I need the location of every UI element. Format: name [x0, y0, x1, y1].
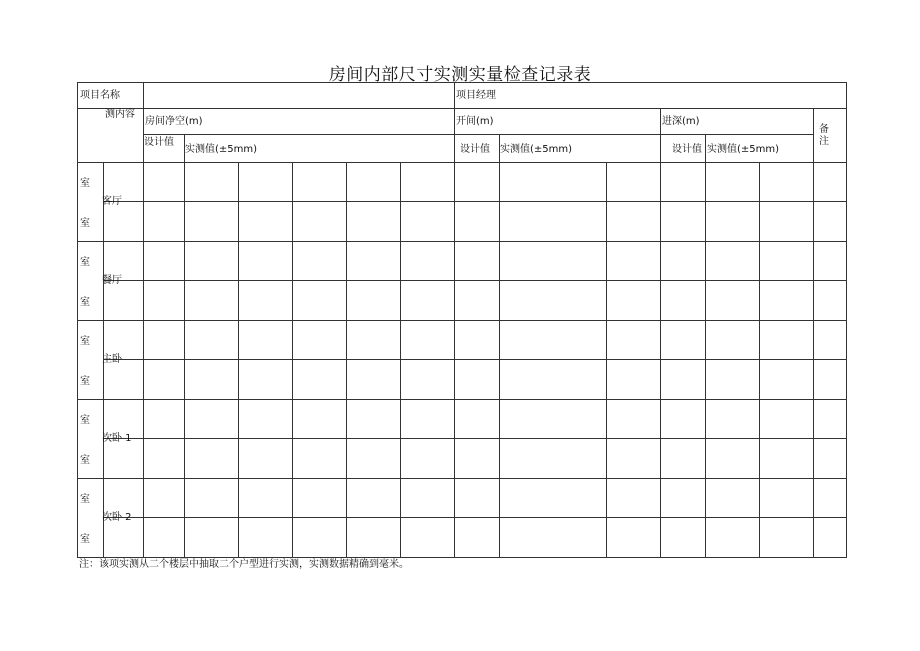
opening-width-label: 开间(m) — [456, 116, 494, 127]
room-name: 次卧 1 — [102, 433, 132, 444]
room-name: 客厅 — [102, 196, 122, 207]
inspection-table — [77, 82, 847, 558]
project-manager-label: 项目经理 — [456, 90, 496, 101]
room-marker: 室 — [80, 218, 90, 229]
room-clear-height-label: 房间净空(m) — [145, 116, 203, 127]
measured-value-label: 实测值(±5mm) — [707, 144, 780, 155]
design-value-label: 设计值 — [460, 144, 490, 155]
design-value-label: 设计值 — [144, 137, 174, 148]
room-marker: 室 — [80, 257, 90, 268]
room-marker: 室 — [80, 455, 90, 466]
measured-value-label: 实测值(±5mm) — [500, 144, 573, 155]
room-marker: 室 — [80, 178, 90, 189]
room-name: 主卧 — [102, 354, 122, 365]
room-marker: 室 — [80, 376, 90, 387]
remarks-label: 备注 — [819, 124, 829, 147]
measured-value-label: 实测值(±5mm) — [185, 144, 258, 155]
room-marker: 室 — [80, 336, 90, 347]
room-marker: 室 — [80, 534, 90, 545]
project-name-label: 项目名称 — [80, 90, 120, 101]
measure-content-label: 测内容 — [105, 109, 135, 120]
design-value-label: 设计值 — [672, 144, 702, 155]
room-marker: 室 — [80, 494, 90, 505]
depth-label: 进深(m) — [662, 116, 700, 127]
room-marker: 室 — [80, 415, 90, 426]
page-title: 房间内部尺寸实测实量检查记录表 — [328, 65, 592, 85]
room-name: 餐厅 — [102, 275, 122, 286]
footnote: 注：该项实测从二个楼层中抽取二个户型进行实测，实测数据精确到毫米。 — [79, 559, 409, 570]
room-marker: 室 — [80, 297, 90, 308]
room-name: 次卧 2 — [102, 512, 132, 523]
